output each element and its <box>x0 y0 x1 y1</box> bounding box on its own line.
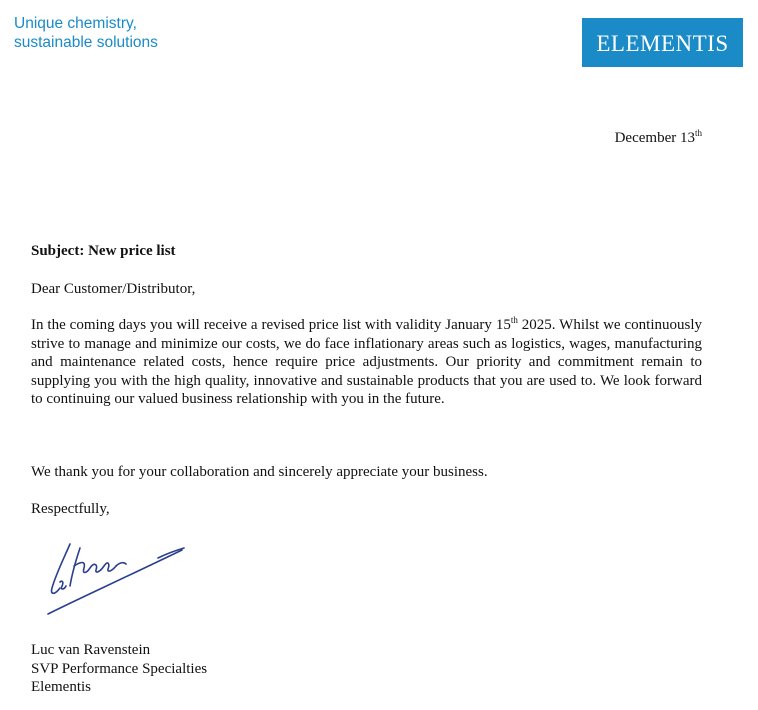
letter-thanks: We thank you for your collaboration and sincerely appreciate your business. <box>31 464 488 480</box>
letter-closing: Respectfully, <box>31 501 110 517</box>
signer-title: SVP Performance Specialties <box>31 660 208 677</box>
elementis-logo: ELEMENTIS <box>582 18 743 67</box>
company-tagline <box>14 14 158 52</box>
tagline-line-2: sustainable solutions <box>14 34 158 51</box>
letter-date <box>615 130 702 147</box>
body-text-part-2: 2025. Whilst we continuously strive to manage and minimize our costs, we do face inflationary areas such as logistics, wages, manufacturing and maintenance related costs, hence require price adjustments. Our priority and commitment remain to supplying you with the high quality, innovative and sustainable products that you are used to. We look forward to continuing our valued business relationship with you in the future. <box>31 317 703 407</box>
signature-block <box>31 641 207 697</box>
body-text-part-1: In the coming days you will receive a revised price list with validity January 15 <box>31 317 511 333</box>
body-date-suffix: th <box>510 315 518 325</box>
signer-name: Luc van Ravenstein <box>31 642 151 658</box>
date-text: December 13 <box>614 130 695 146</box>
signer-company: Elementis <box>31 679 91 695</box>
letter-body-paragraph <box>31 316 702 409</box>
letter-salutation: Dear Customer/Distributor, <box>31 281 196 297</box>
tagline-line-1: Unique chemistry, <box>14 15 137 32</box>
date-suffix: th <box>694 128 702 138</box>
handwritten-signature <box>40 536 190 626</box>
letter-subject: Subject: New price list <box>31 243 176 259</box>
